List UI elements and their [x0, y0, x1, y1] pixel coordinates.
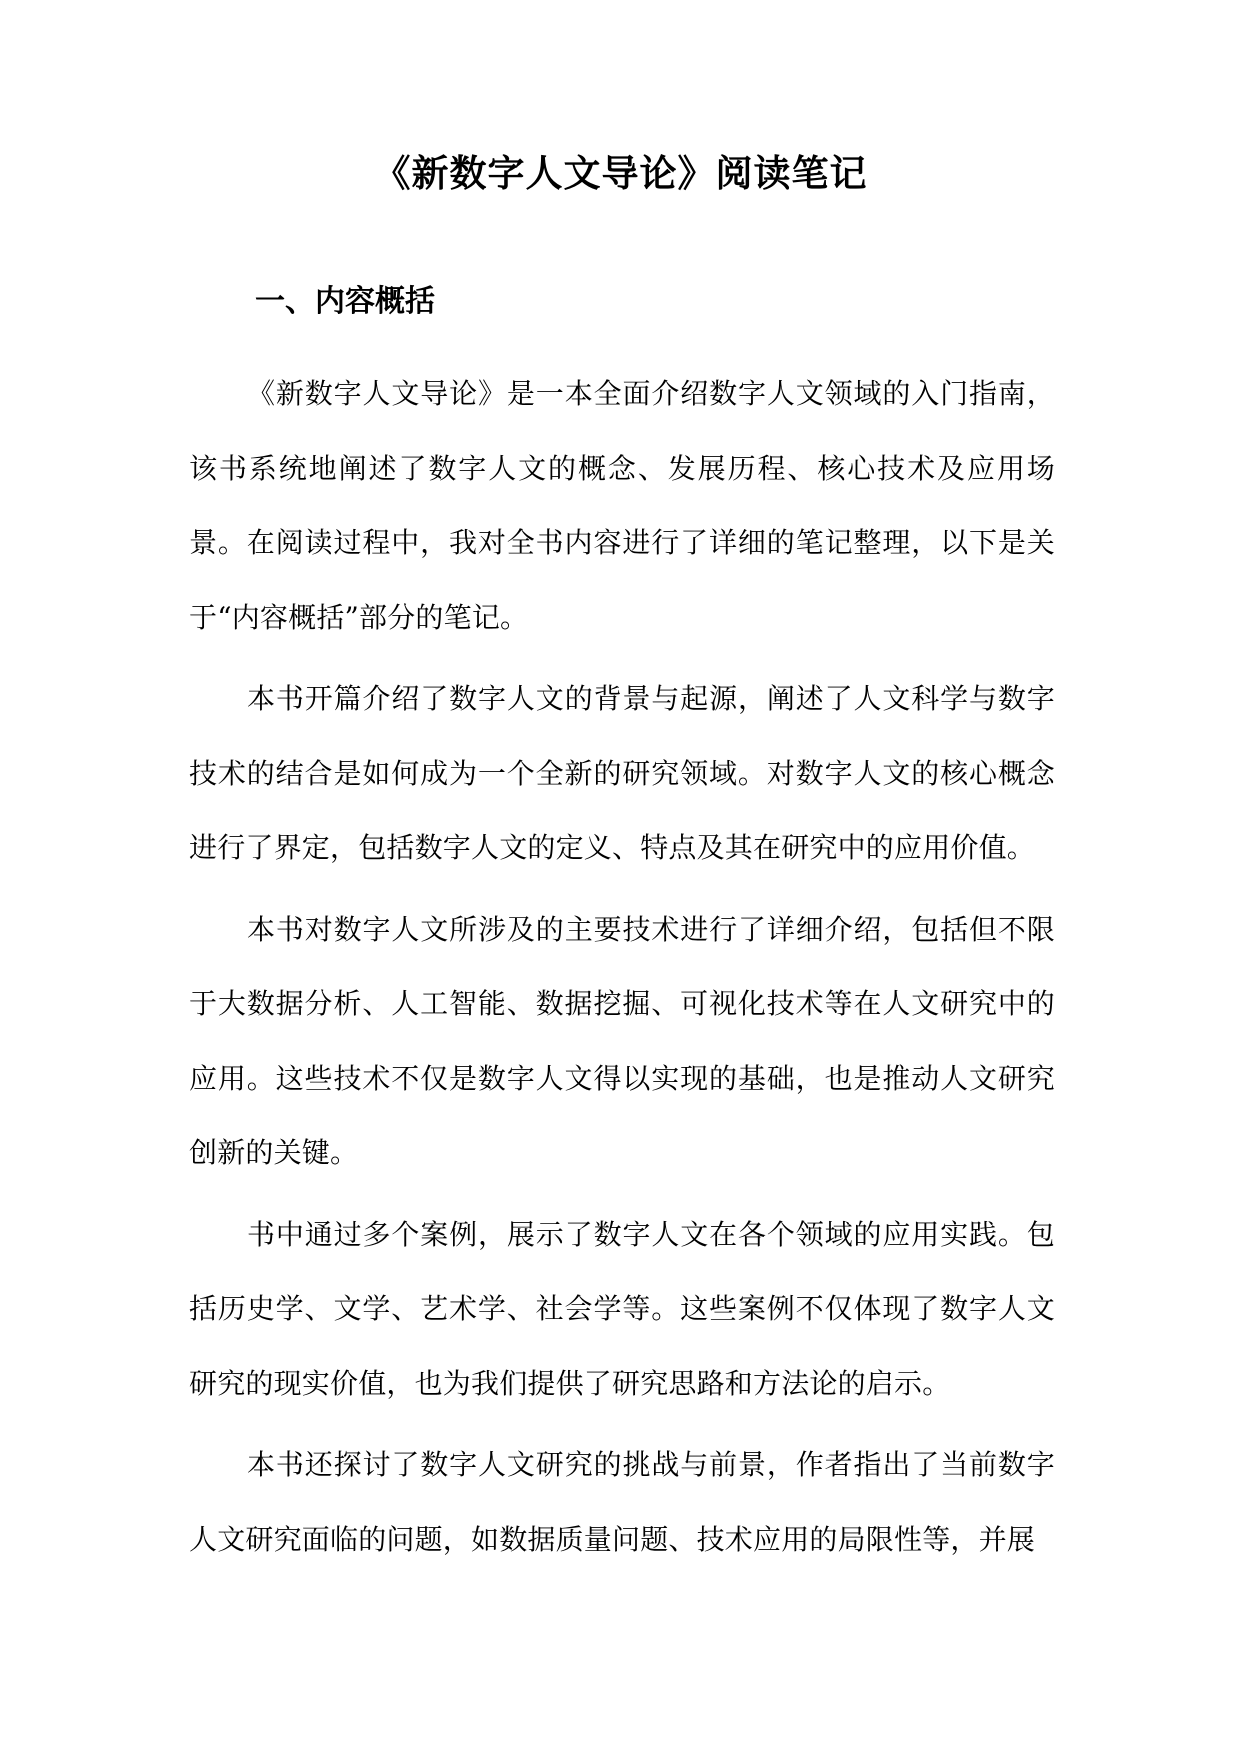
paragraph-case-studies: 书中通过多个案例，展示了数字人文在各个领域的应用实践。包括历史学、文学、艺术学、社会学等。这些案例不仅体现了数字人文研究的现实价值，也为我们提供了研究思路和方法论的启示。 — [189, 1217, 1055, 1400]
paragraph-background: 本书开篇介绍了数字人文的背景与起源，阐述了人文科学与数字技术的结合是如何成为一个全新的研究领域。对数字人文的核心概念进行了界定，包括数字人文的定义、特点及其在研究中的应用价值。 — [189, 682, 1055, 864]
paragraph-intro: 《新数字人文导论》是一本全面介绍数字人文领域的入门指南，该书系统地阐述了数字人文的概念、发展历程、核心技术及应用场景。在阅读过程中，我对全书内容进行了详细的笔记整理，以下是关于“内容概括”部分的笔记。 — [189, 377, 1055, 634]
paragraph-technologies: 本书对数字人文所涉及的主要技术进行了详细介绍，包括但不限于大数据分析、人工智能、数据挖掘、可视化技术等在人文研究中的应用。这些技术不仅是数字人文得以实现的基础，也是推动人文研究创新的关键。 — [189, 912, 1055, 1169]
paragraph-challenges: 本书还探讨了数字人文研究的挑战与前景，作者指出了当前数字人文研究面临的问题，如数据质量问题、技术应用的局限性等，并展 — [189, 1448, 1055, 1556]
section-heading: 一、内容概括 — [255, 284, 435, 319]
document-title: 《新数字人文导论》阅读笔记 — [373, 152, 868, 195]
body-text — [189, 357, 1055, 1584]
